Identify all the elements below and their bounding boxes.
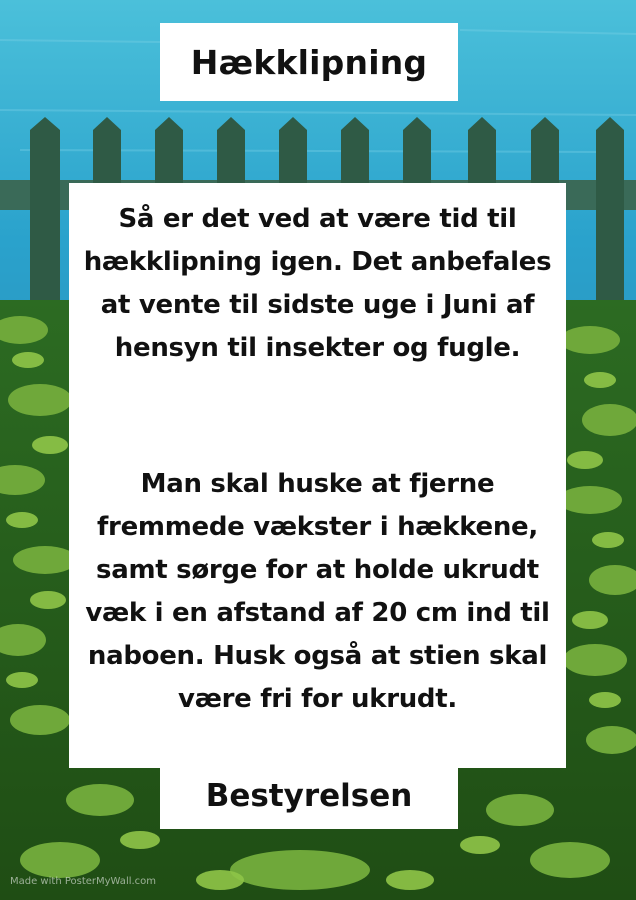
- message-box: [69, 183, 566, 768]
- poster-title: Hækklipning: [190, 42, 428, 82]
- signature-box: [160, 763, 458, 829]
- message-paragraph-1: Så er det ved at være tid til hækklipning igen. Det anbefales at vente til sidste uge i Juni af hensyn til insekter og fugle.: [83, 204, 552, 363]
- watermark: Made with PosterMyWall.com: [10, 876, 157, 887]
- signature: Bestyrelsen: [205, 778, 413, 814]
- title-box: [160, 23, 458, 101]
- message-paragraph-2: Man skal huske at fjerne fremmede vækster i hækkene, samt sørge for at holde ukrudt væk i en afstand af 20 cm ind til naboen. Husk også at stien skal være fri for ukrudt.: [85, 469, 550, 714]
